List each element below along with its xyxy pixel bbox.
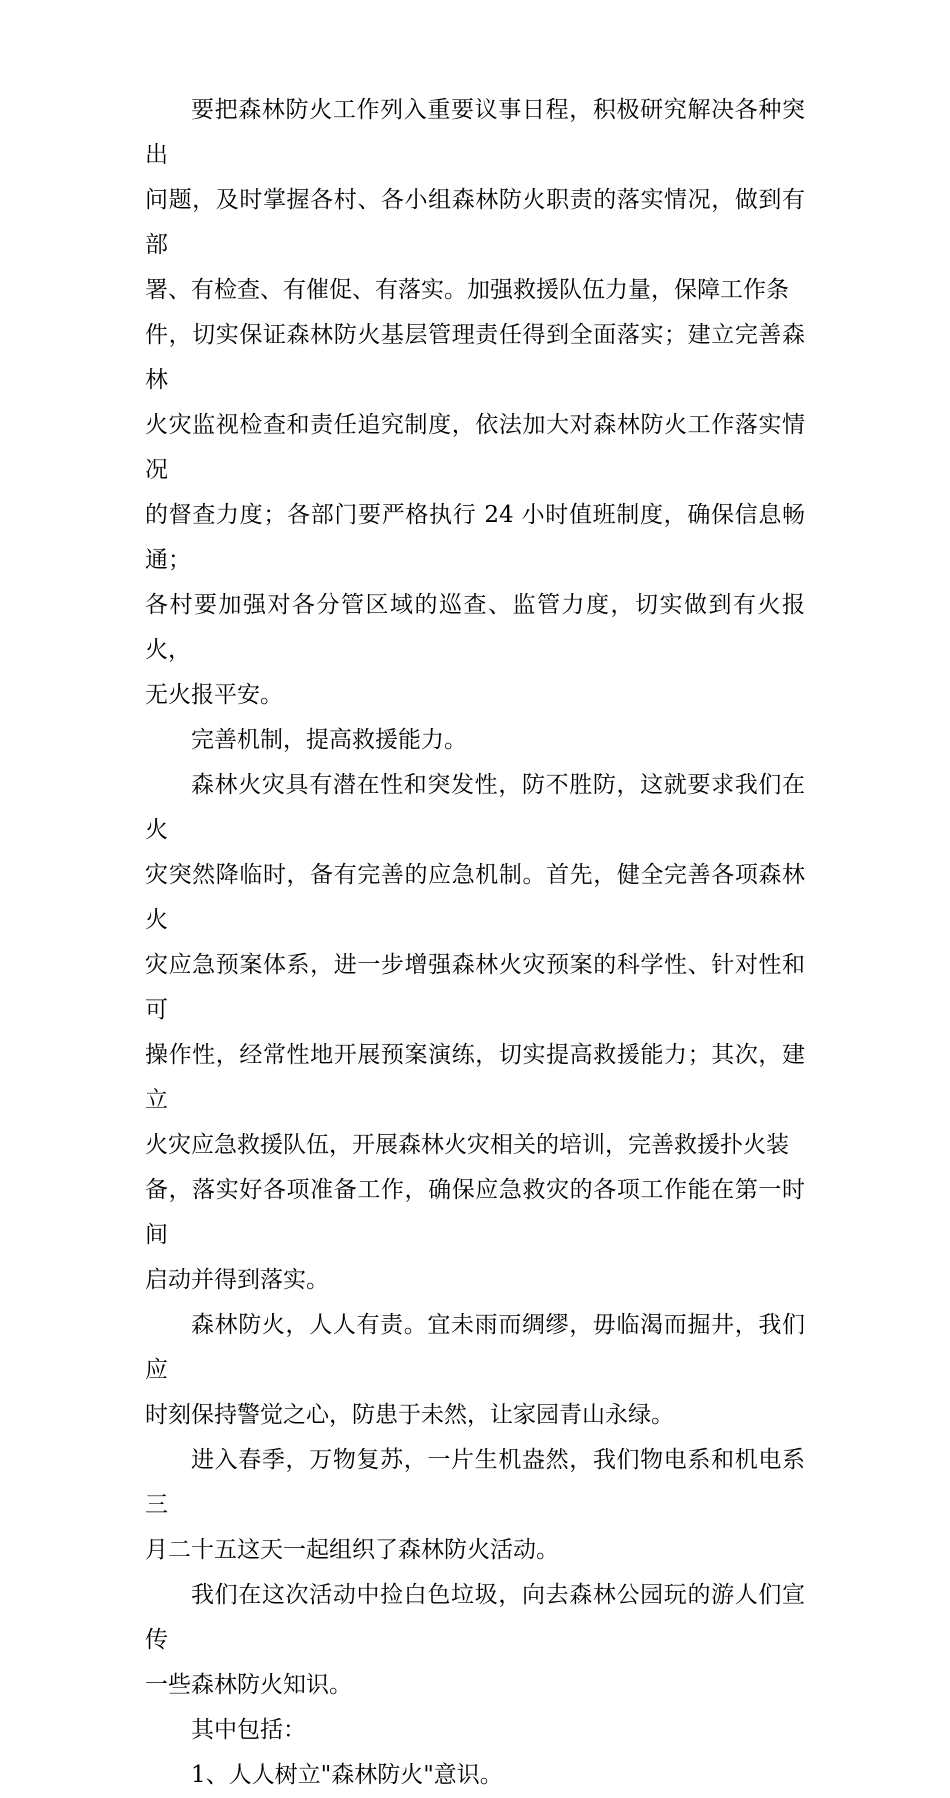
list-item-awareness: 1、人人树立"森林防火"意识。	[191, 1762, 503, 1788]
document-body	[145, 88, 805, 1798]
paragraph-emergency-mechanism: 森林火灾具有潜在性和突发性，防不胜防，这就要求我们在火 灾突然降临时，备有完善的应急机制。首先，健全完善各项森林火 灾应急预案体系，进一步增强森林火灾预案的科学性、针对性和可 操作性，经常性地开展预案演练，切实提高救援能力；其次，建立 火灾应急救援队伍，开展森林火灾相关的培训，完善救援扑火装 备，落实好各项准备工作，确保应急救灾的各项工作能在第一时间 启动并得到落实。	[145, 772, 805, 1293]
paragraph-heading-mechanism: 完善机制，提高救援能力。	[191, 727, 467, 753]
paragraph-spring-activity: 进入春季，万物复苏，一片生机盎然，我们物电系和机电系三 月二十五这天一起组织了森林防火活动。	[145, 1447, 805, 1563]
paragraph-everyone-responsible: 森林防火，人人有责。宜未雨而绸缪，毋临渴而掘井，我们应 时刻保持警觉之心，防患于未然，让家园青山永绿。	[145, 1312, 805, 1428]
paragraph-duty-implementation: 要把森林防火工作列入重要议事日程，积极研究解决各种突出 问题，及时掌握各村、各小组森林防火职责的落实情况，做到有部 署、有检查、有催促、有落实。加强救援队伍力量，保障工作条 件，切实保证森林防火基层管理责任得到全面落实；建立完善森林 火灾监视检查和责任追究制度，依法加大对森林防火工作落实情况 的督查力度；各部门要严格执行 24 小时值班制度，确保信息畅通； 各村要加强对各分管区域的巡查、监管力度，切实做到有火报火， 无火报平安。	[145, 97, 805, 708]
paragraph-activity-content: 我们在这次活动中捡白色垃圾，向去森林公园玩的游人们宣传 一些森林防火知识。	[145, 1582, 805, 1698]
paragraph-including: 其中包括：	[191, 1717, 306, 1743]
